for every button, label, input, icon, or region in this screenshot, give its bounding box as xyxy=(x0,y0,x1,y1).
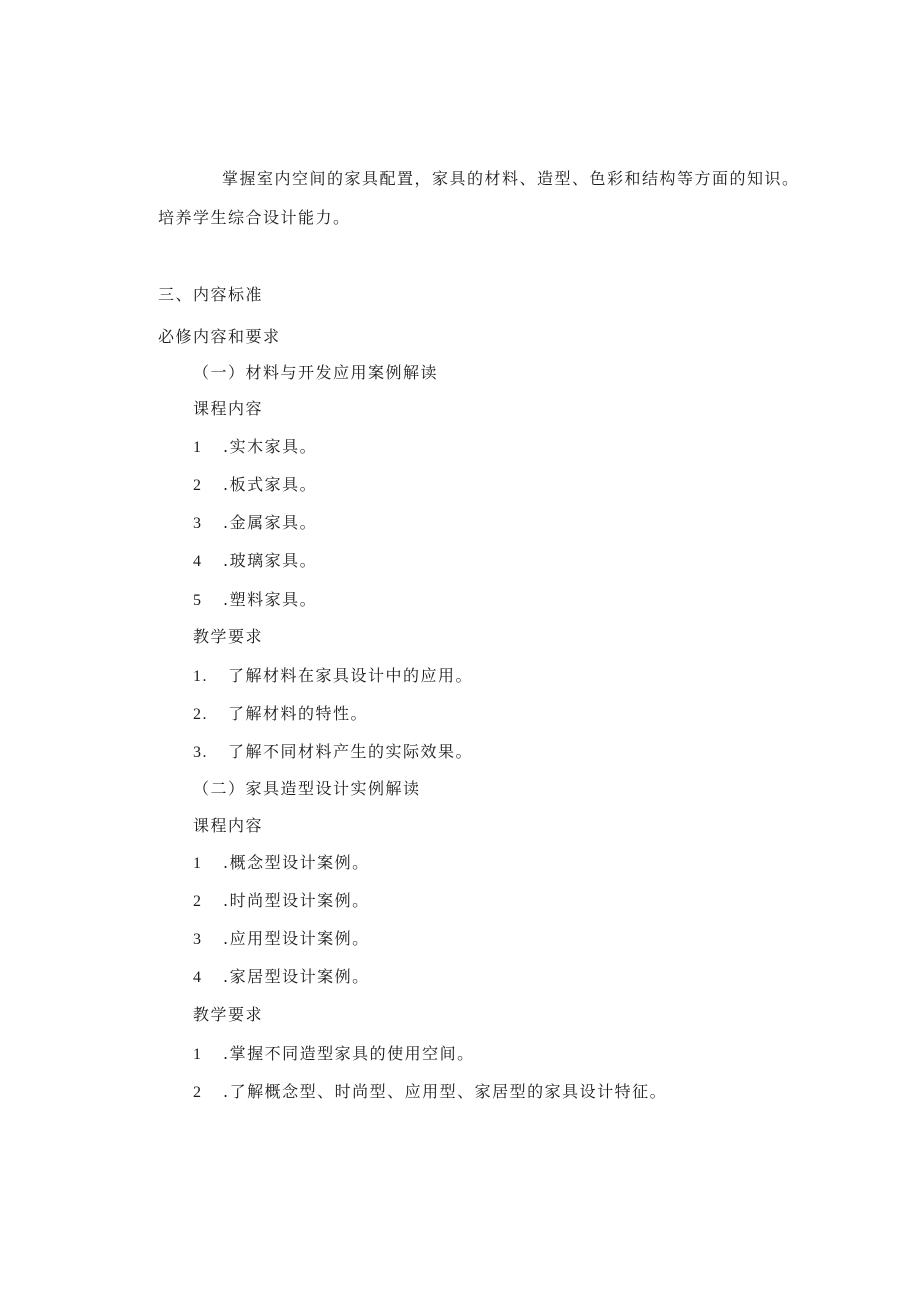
list-item xyxy=(193,928,370,951)
list-item-number: 4 xyxy=(193,969,203,986)
list-item-text: .实木家具。 xyxy=(223,437,318,456)
list-item-number: 2 xyxy=(193,893,203,910)
section-title: 三、内容标准 xyxy=(158,285,264,304)
list-item-text: .概念型设计案例。 xyxy=(223,853,370,872)
list-item-number: 3. xyxy=(193,744,208,761)
list-item xyxy=(193,1043,475,1066)
list-item-text: .掌握不同造型家具的使用空间。 xyxy=(223,1044,475,1063)
list-item-text: .时尚型设计案例。 xyxy=(223,891,370,910)
list-item xyxy=(193,589,317,612)
list-item-number: 2 xyxy=(193,477,203,494)
list-item xyxy=(193,512,317,535)
list-item-number: 2. xyxy=(193,706,208,723)
list-item xyxy=(193,550,317,573)
list-item xyxy=(193,741,473,764)
list-item-number: 2 xyxy=(193,1084,203,1101)
list-item xyxy=(193,436,317,459)
list-item xyxy=(193,665,473,688)
list-item xyxy=(193,1081,667,1104)
list-item-number: 4 xyxy=(193,553,203,570)
list-item xyxy=(193,890,370,913)
list-item-text: .应用型设计案例。 xyxy=(223,929,370,948)
list-item-number: 1 xyxy=(193,1046,203,1063)
list-item-number: 3 xyxy=(193,515,203,532)
list-item-text: .板式家具。 xyxy=(223,475,318,494)
list-item-number: 3 xyxy=(193,931,203,948)
list-item-number: 1 xyxy=(193,855,203,872)
list-item xyxy=(193,966,370,989)
list-item-text: .了解概念型、时尚型、应用型、家居型的家具设计特征。 xyxy=(223,1082,668,1101)
list-item-text: 了解材料的特性。 xyxy=(228,704,369,723)
intro-paragraph-line-1: 掌握室内空间的家具配置，家具的材料、造型、色彩和结构等方面的知识。 xyxy=(222,169,800,188)
intro-paragraph-line-2: 培养学生综合设计能力。 xyxy=(158,208,351,227)
list-item xyxy=(193,852,370,875)
part2-title: （二）家具造型设计实例解读 xyxy=(193,779,421,798)
part2-req-label: 教学要求 xyxy=(193,1005,264,1024)
list-item xyxy=(193,703,368,726)
part1-content-label: 课程内容 xyxy=(193,399,264,418)
list-item-text: .塑料家具。 xyxy=(223,590,318,609)
required-heading: 必修内容和要求 xyxy=(158,327,281,346)
list-item-number: 1 xyxy=(193,439,203,456)
list-item-number: 5 xyxy=(193,592,203,609)
list-item-text: 了解材料在家具设计中的应用。 xyxy=(228,666,474,685)
list-item-number: 1. xyxy=(193,668,208,685)
part1-title: （一）材料与开发应用案例解读 xyxy=(193,363,439,382)
list-item xyxy=(193,474,317,497)
part2-content-label: 课程内容 xyxy=(193,816,264,835)
part1-req-label: 教学要求 xyxy=(193,627,264,646)
list-item-text: 了解不同材料产生的实际效果。 xyxy=(228,742,474,761)
list-item-text: .金属家具。 xyxy=(223,513,318,532)
list-item-text: .玻璃家具。 xyxy=(223,551,318,570)
list-item-text: .家居型设计案例。 xyxy=(223,967,370,986)
